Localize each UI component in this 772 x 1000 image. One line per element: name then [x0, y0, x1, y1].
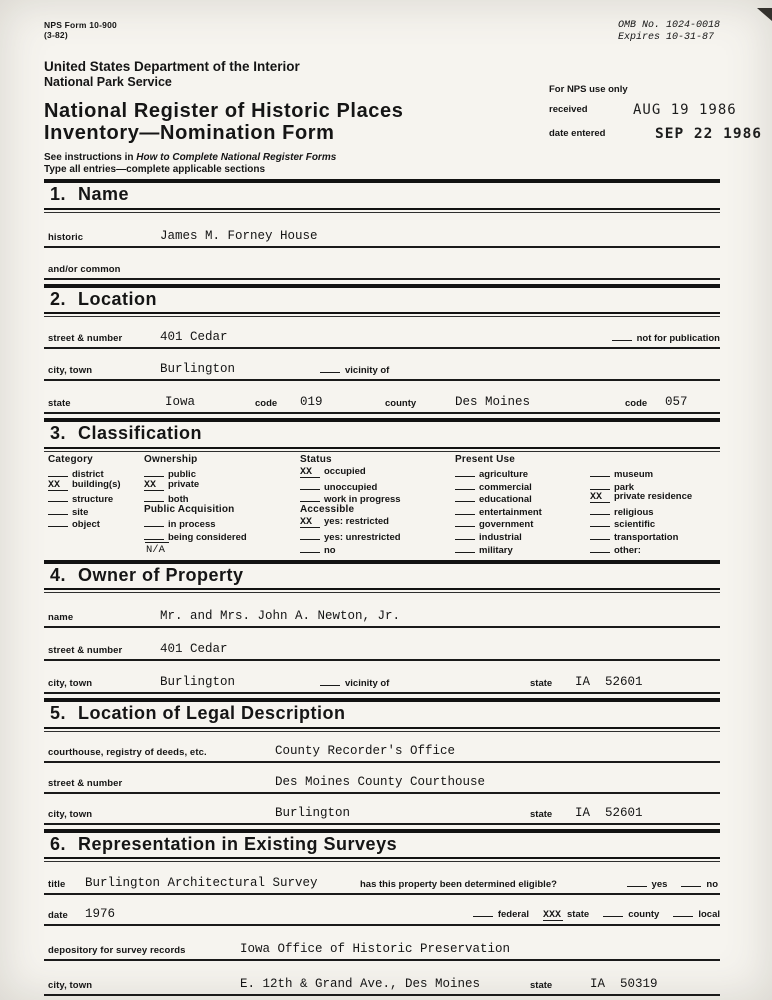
survey-city-label: city, town [48, 980, 93, 991]
legal-street-label: street & number [48, 777, 123, 789]
item-label: industrial [479, 532, 522, 544]
street-number-value: 401 Cedar [160, 330, 228, 344]
omb-expiration: Expires 10-31-87 [617, 32, 714, 43]
federal-label: federal [497, 909, 530, 920]
item-label: agriculture [479, 469, 529, 481]
check-mark [300, 529, 320, 540]
check-mark [300, 491, 320, 502]
classification-item [144, 516, 247, 529]
check-mark [590, 504, 610, 515]
section-3-heading [44, 418, 720, 449]
check-mark: XX [144, 480, 164, 491]
section-1-title: Name [78, 184, 130, 204]
legal-state-label: state [530, 808, 553, 820]
section-5-heading [44, 698, 720, 729]
item-label: park [614, 481, 635, 493]
see-instructions-text: See instructions in [44, 152, 134, 163]
item-label: other: [614, 544, 641, 556]
item-label: private [168, 478, 200, 490]
classification-item [590, 529, 692, 542]
owner-street-field-row [44, 628, 720, 661]
na-note: N/A [145, 542, 169, 556]
classification-item [144, 479, 247, 492]
survey-state-value: IA 50319 [590, 977, 658, 991]
check-mark [48, 466, 68, 477]
na-note-row [144, 542, 247, 555]
section-5-legal-description [44, 698, 720, 825]
nps-use-only-label: For NPS use only [549, 84, 628, 95]
check-mark [455, 529, 475, 540]
section-2-heading [44, 284, 720, 315]
section-4-number: 4. [50, 564, 67, 585]
classification-item [455, 479, 542, 492]
vicinity-of-option [320, 676, 389, 689]
owner-name-label: name [48, 612, 74, 623]
survey-city-value: E. 12th & Grand Ave., Des Moines [240, 977, 481, 991]
blank-line [320, 676, 340, 686]
depository-field-row [44, 926, 720, 961]
instructions-line2: Type all entries—complete applicable sections [44, 164, 266, 175]
vicinity-of-label: vicinity of [345, 678, 390, 689]
legal-city-label: city, town [48, 808, 93, 820]
city-town-field-row [44, 349, 720, 381]
state-check-mark: XXX [543, 910, 562, 921]
check-mark [48, 504, 68, 515]
check-mark [144, 516, 164, 527]
check-mark [590, 516, 610, 527]
public-acquisition-header: Public Acquisition [144, 503, 235, 515]
vicinity-of-label: vicinity of [345, 365, 390, 376]
item-label: in process [168, 519, 216, 531]
date-entered-stamp: SEP 22 1986 [655, 126, 763, 142]
check-mark: XX [300, 467, 320, 478]
received-date-stamp: AUG 19 1986 [633, 102, 737, 118]
classification-item [144, 466, 247, 479]
section-5-title: Location of Legal Description [78, 703, 346, 723]
section-6-number: 6. [50, 833, 67, 854]
survey-title-field-row [44, 862, 720, 895]
classification-item [455, 542, 542, 555]
item-label: educational [479, 494, 532, 506]
survey-state-label: state [530, 980, 553, 991]
county-code-label: code [625, 398, 648, 409]
classification-item [455, 491, 542, 504]
blank-line [473, 907, 493, 917]
owner-name-value: Mr. and Mrs. John A. Newton, Jr. [160, 609, 401, 623]
agency-title: National Park Service [44, 75, 172, 89]
blank-line [681, 877, 701, 887]
item-label: government [479, 519, 534, 531]
survey-level-options [473, 907, 720, 921]
blank-line [673, 907, 693, 917]
classification-item [590, 466, 692, 479]
item-label: occupied [324, 466, 366, 478]
date-entered-row [549, 125, 763, 143]
courthouse-label: courthouse, registry of deeds, etc. [48, 746, 207, 758]
item-label: no [324, 544, 336, 556]
eligible-question: has this property been determined eligible? [360, 879, 557, 890]
county-code-value: 057 [665, 395, 688, 409]
check-mark: XX [300, 517, 320, 528]
classification-item [48, 516, 121, 529]
received-row [549, 101, 737, 119]
owner-city-label: city, town [48, 678, 93, 689]
category-header: Category [48, 453, 93, 465]
category-column [48, 454, 121, 530]
classification-item [590, 491, 692, 504]
received-label: received [549, 104, 588, 115]
check-mark: XX [48, 480, 68, 491]
classification-item [455, 516, 542, 529]
and-or-common-field-row [44, 248, 720, 280]
form-number-block [44, 20, 117, 44]
item-label: private residence [614, 491, 693, 503]
owner-street-value: 401 Cedar [160, 642, 228, 656]
not-for-publication-option [612, 331, 720, 344]
survey-date-value: 1976 [85, 907, 116, 921]
survey-date-field-row [44, 895, 720, 926]
check-mark [144, 529, 164, 540]
item-label: site [72, 506, 89, 518]
classification-item [300, 529, 401, 542]
street-number-field-row [44, 317, 720, 349]
legal-city-value: Burlington [275, 805, 351, 820]
section-4-owner [44, 560, 720, 695]
omb-number: OMB No. 1024-0018 [617, 20, 720, 31]
form-revision: (3-82) [44, 30, 68, 40]
yes-label: yes [651, 879, 668, 890]
check-mark [48, 516, 68, 527]
classification-item [300, 491, 401, 504]
check-mark: XX [590, 492, 610, 503]
check-mark [455, 504, 475, 515]
owner-city-value: Burlington [160, 675, 236, 689]
section-3-classification [44, 418, 720, 556]
legal-state-value: IA 52601 [575, 805, 643, 820]
classification-item [590, 479, 692, 492]
check-mark [455, 466, 475, 477]
state-code-value: 019 [300, 395, 323, 409]
date-entered-label: date entered [549, 128, 606, 139]
ownership-header: Ownership [144, 453, 198, 465]
item-label: religious [614, 506, 654, 518]
classification-item [300, 479, 401, 492]
owner-state-value: IA 52601 [575, 675, 643, 689]
item-label: military [479, 544, 513, 556]
blank-line [612, 331, 632, 341]
form-number: NPS Form 10-900 [44, 20, 117, 30]
present-use-column [455, 454, 542, 555]
city-town-value: Burlington [160, 362, 236, 376]
item-label: yes: unrestricted [324, 532, 401, 544]
check-mark [590, 542, 610, 553]
county-value: Des Moines [455, 395, 531, 409]
classification-item [590, 516, 692, 529]
item-label: object [72, 519, 100, 531]
form-title-line2: Inventory—Nomination Form [44, 122, 335, 144]
courthouse-value: County Recorder's Office [275, 743, 456, 758]
item-label: entertainment [479, 506, 542, 518]
state-code-county-field-row [44, 381, 720, 414]
classification-item [144, 529, 247, 542]
street-number-label: street & number [48, 333, 123, 344]
classification-item [455, 504, 542, 517]
check-mark [455, 542, 475, 553]
classification-item [48, 479, 121, 492]
section-1-number: 1. [50, 184, 67, 204]
classification-item [590, 504, 692, 517]
classification-item [590, 542, 692, 555]
instructions-line1 [44, 152, 720, 163]
section-4-title: Owner of Property [78, 564, 244, 585]
code-label: code [255, 398, 278, 409]
classification-grid [44, 451, 720, 556]
item-label: museum [614, 469, 654, 481]
omb-block [618, 20, 720, 44]
item-label: yes: restricted [324, 516, 389, 528]
check-mark [300, 542, 320, 553]
state-label: state [48, 398, 71, 409]
owner-city-field-row [44, 661, 720, 694]
not-for-publication-label: not for publication [636, 333, 720, 344]
check-mark [455, 479, 475, 490]
section-1-heading [44, 179, 720, 210]
check-mark [590, 466, 610, 477]
eligible-yes-no-options [627, 877, 718, 890]
check-mark [590, 479, 610, 490]
depository-label: depository for survey records [48, 945, 186, 956]
ownership-column [144, 454, 247, 555]
county-label: county [628, 909, 660, 920]
accessible-header: Accessible [300, 503, 355, 515]
classification-item [48, 491, 121, 504]
legal-street-field-row [44, 763, 720, 794]
survey-title-label: title [48, 879, 66, 890]
item-label: commercial [479, 481, 532, 493]
section-2-title: Location [78, 288, 157, 309]
owner-state-label: state [530, 678, 553, 689]
classification-item [48, 466, 121, 479]
scan-corner-artifact [757, 8, 772, 21]
survey-title-value: Burlington Architectural Survey [85, 876, 318, 890]
legal-street-value: Des Moines County Courthouse [275, 774, 486, 789]
classification-item [455, 529, 542, 542]
owner-name-field-row [44, 593, 720, 628]
and-or-common-label: and/or common [48, 263, 121, 275]
item-label: building(s) [72, 478, 121, 490]
classification-item [455, 466, 542, 479]
check-mark [300, 479, 320, 490]
classification-item [48, 504, 121, 517]
local-label: local [698, 909, 720, 920]
section-6-heading [44, 829, 720, 860]
historic-label: historic [48, 231, 84, 243]
no-label: no [706, 879, 718, 890]
city-town-label: city, town [48, 365, 93, 376]
classification-item [300, 516, 401, 529]
status-header: Status [300, 453, 332, 465]
present-use-header: Present Use [455, 453, 516, 465]
item-label: both [168, 494, 189, 506]
county-label: county [385, 398, 417, 409]
nps-use-only-box [549, 84, 763, 143]
item-label: transportation [614, 532, 679, 544]
check-mark [144, 491, 164, 502]
blank-line [627, 877, 647, 887]
section-2-number: 2. [50, 288, 67, 309]
form-title-line1: National Register of Historic Places [44, 100, 404, 122]
depository-value: Iowa Office of Historic Preservation [240, 942, 511, 956]
check-mark [455, 491, 475, 502]
historic-value: James M. Forney House [160, 228, 318, 243]
classification-item [144, 491, 247, 504]
survey-date-label: date [48, 910, 68, 921]
section-2-location [44, 284, 720, 415]
blank-line [603, 907, 623, 917]
item-label: unoccupied [324, 481, 378, 493]
section-1-name [44, 179, 720, 280]
section-4-heading [44, 560, 720, 591]
section-3-number: 3. [50, 423, 67, 443]
vicinity-of-option [320, 363, 389, 376]
section-6-title: Representation in Existing Surveys [78, 833, 398, 854]
check-mark [48, 491, 68, 502]
top-reference-line [44, 0, 720, 44]
legal-city-field-row [44, 794, 720, 825]
classification-item [300, 466, 401, 479]
courthouse-field-row [44, 732, 720, 763]
check-mark [590, 529, 610, 540]
owner-street-label: street & number [48, 645, 123, 656]
status-column [300, 454, 401, 555]
present-use-column-right [590, 466, 692, 554]
item-label: being considered [168, 532, 247, 544]
blank-line [320, 363, 340, 373]
check-mark [455, 516, 475, 527]
item-label: structure [72, 494, 114, 506]
item-label: scientific [614, 519, 656, 531]
survey-city-field-row [44, 961, 720, 996]
item-label: district [72, 469, 104, 481]
historic-field-row [44, 213, 720, 248]
classification-item [300, 542, 401, 555]
item-label: work in progress [324, 494, 401, 506]
state-value: Iowa [165, 395, 196, 409]
department-title: United States Department of the Interior [44, 59, 300, 74]
instructions-manual-title: How to Complete National Register Forms [136, 152, 337, 163]
item-label: public [168, 469, 196, 481]
check-mark [144, 466, 164, 477]
section-3-title: Classification [78, 423, 203, 443]
section-5-number: 5. [50, 703, 67, 723]
state-option-label: state [567, 909, 590, 920]
section-6-surveys [44, 829, 720, 997]
